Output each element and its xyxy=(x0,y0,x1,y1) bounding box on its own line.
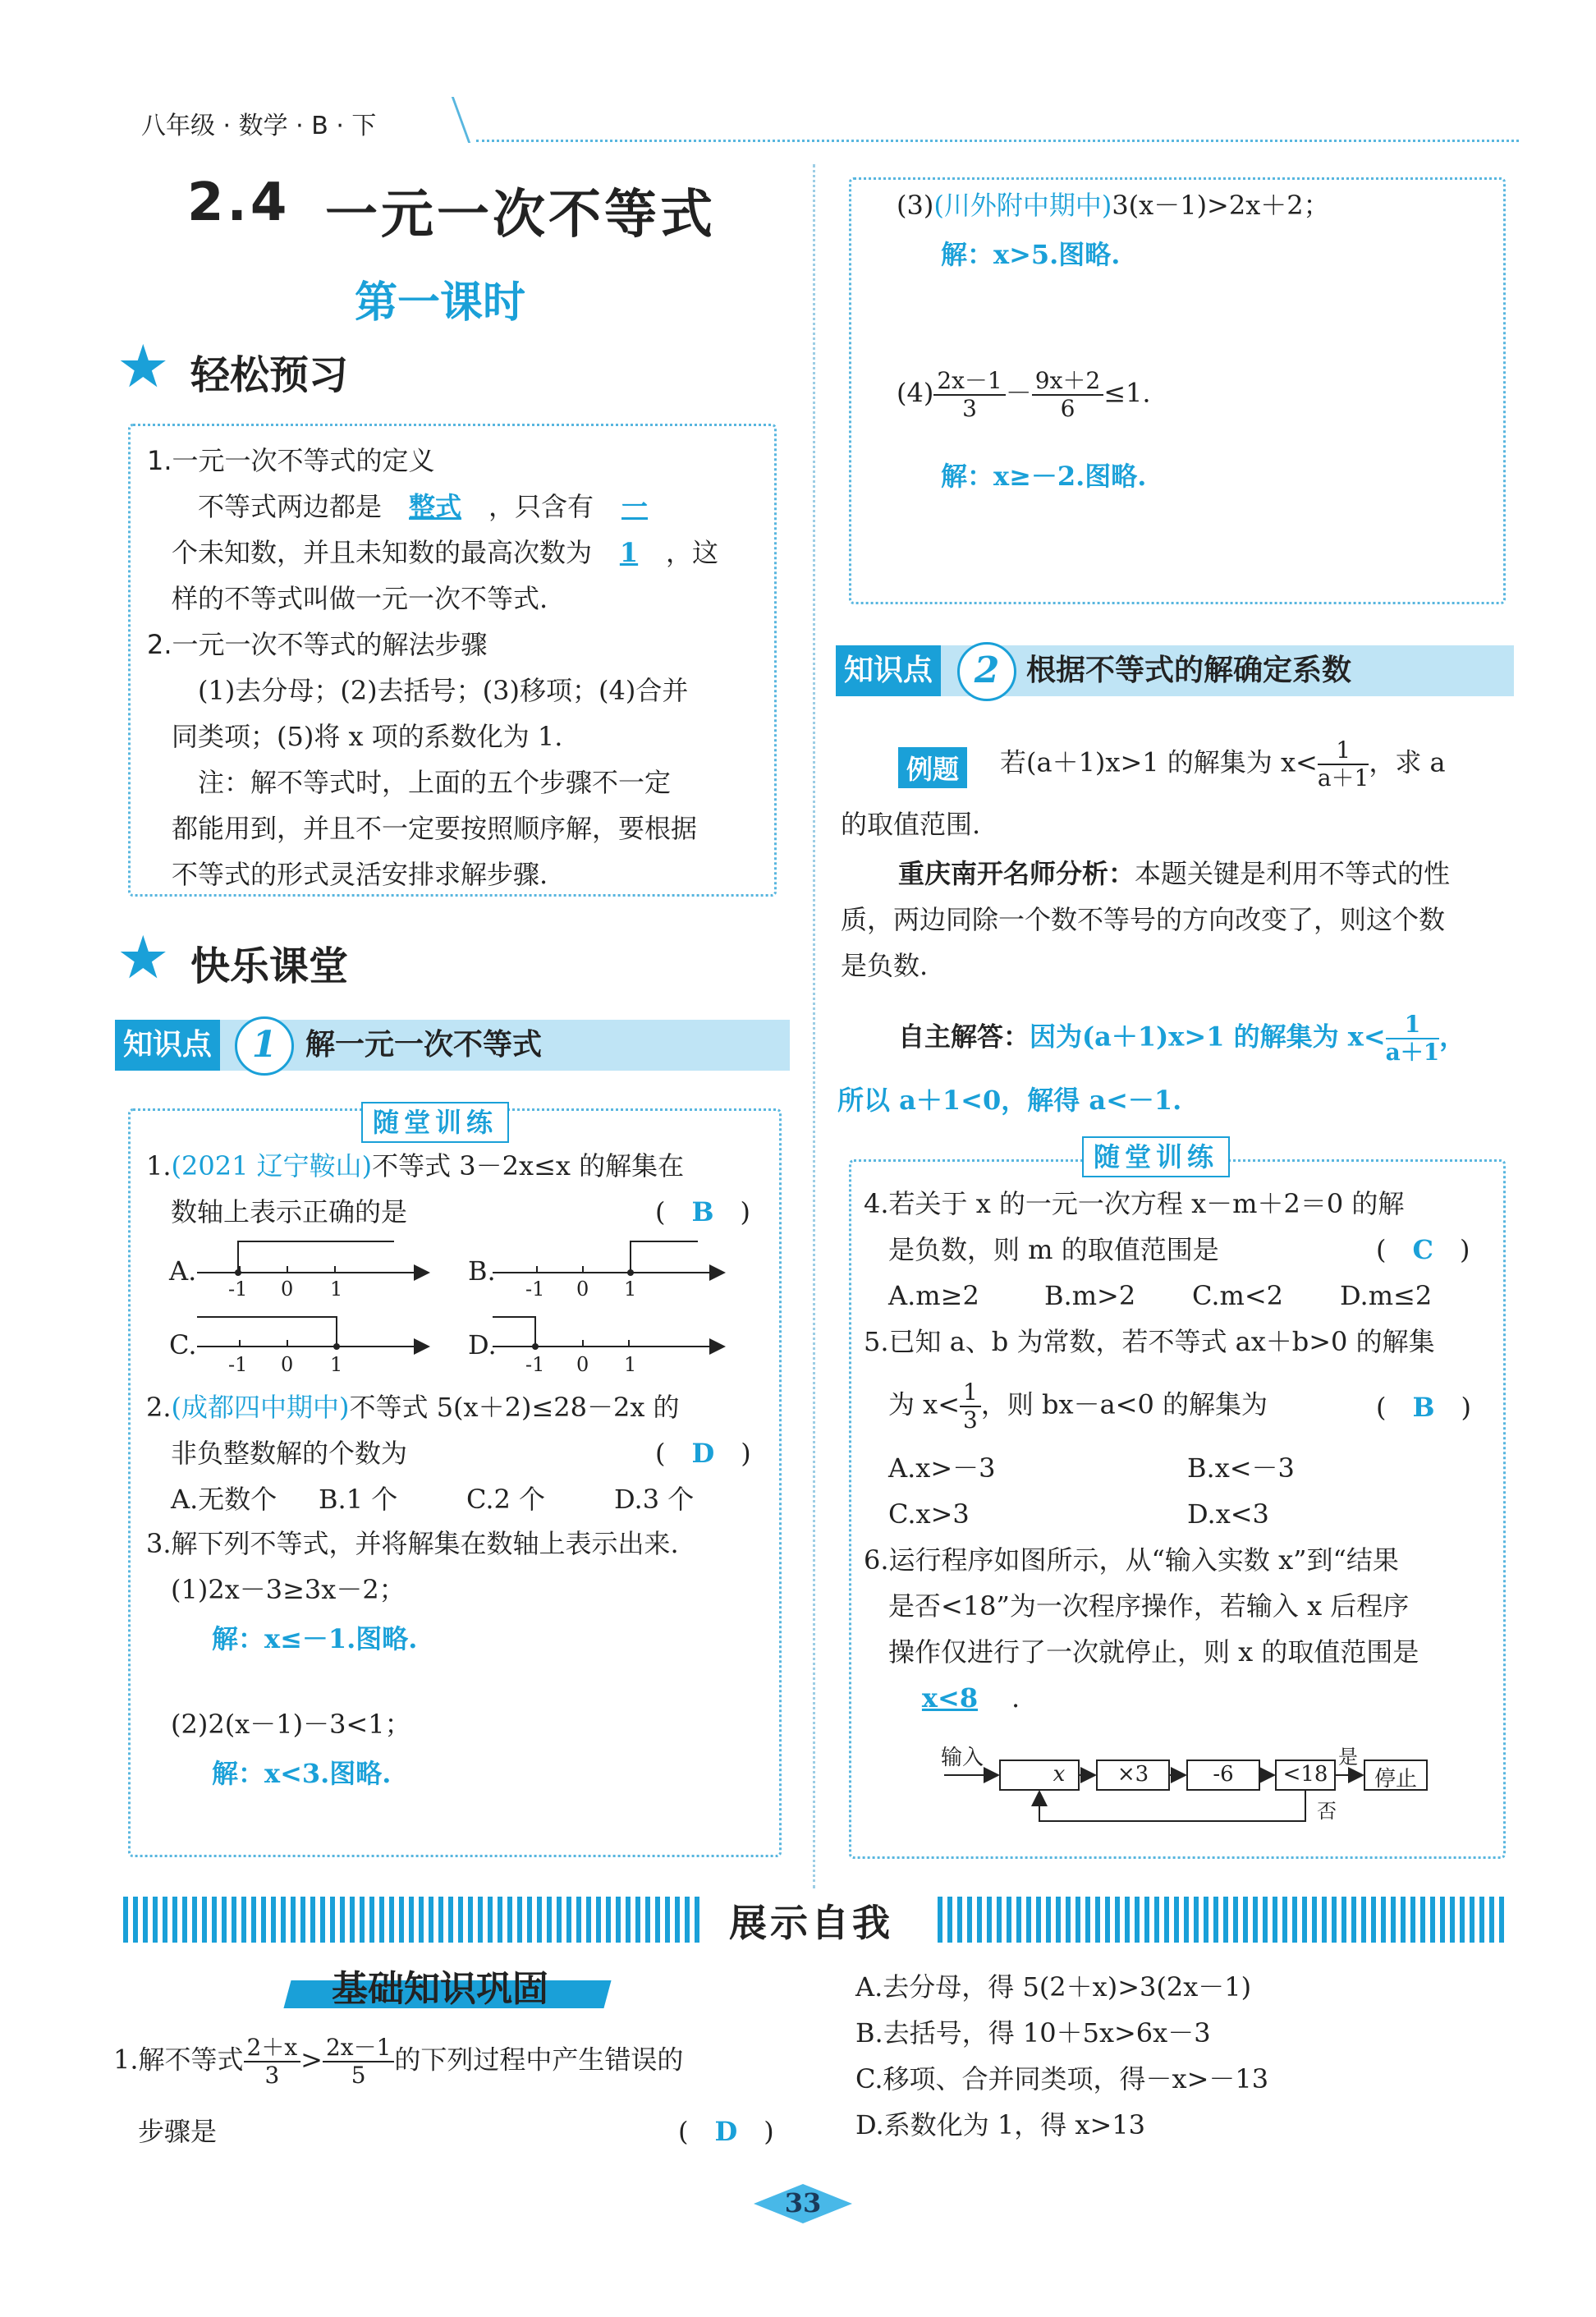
q4-text2: 是负数，则 m 的取值范围是 xyxy=(888,1234,1219,1265)
q3-part1: (1)2x－3≥3x－2； xyxy=(171,1574,406,1605)
self-end: ， xyxy=(1439,1021,1466,1053)
frac-den: 3 xyxy=(962,395,977,422)
q3-part4: (4) $\frac{2x-1}{3}$ － $\frac{9x+2}{6}$ ≤1. xyxy=(897,367,1151,422)
option-d-label: D. xyxy=(468,1329,497,1360)
final-option-c: C.移项、合并同类项，得－x>－13 xyxy=(855,2063,1269,2094)
q1: 1.(2021 辽宁鞍山)不等式 3－2x≤x 的解集在 数轴上表示正确的是 xyxy=(146,1150,685,1227)
analysis-text2: 质，两边同除一个数不等号的方向改变了，则这个数 xyxy=(841,904,1446,935)
q5-options xyxy=(888,1445,1479,1537)
course-header: 八年级 · 数学 · B · 下 xyxy=(141,112,377,140)
example-text1: 若(a＋1)x>1 的解集为 x< xyxy=(1000,746,1318,778)
analysis-line1 xyxy=(898,851,1450,897)
q4-option-b: B.m>2 xyxy=(1044,1280,1136,1311)
tick-label: -1 xyxy=(525,1353,545,1376)
frac-den: 6 xyxy=(1060,395,1075,422)
flow-yes: 是 xyxy=(1338,1746,1358,1769)
final-options xyxy=(855,1964,1504,2148)
q3-part4-num: (4) xyxy=(897,377,934,409)
star-icon: ★ xyxy=(117,332,170,401)
q3-part3-text: 3(x－1)>2x＋2； xyxy=(1112,190,1330,221)
q2-option-d: D.3 个 xyxy=(614,1484,695,1515)
q5-option-a: A.x>－3 xyxy=(888,1452,996,1484)
example-tag: 例题 xyxy=(898,747,967,788)
item1-c: 个未知数，并且未知数的最高次数为 xyxy=(172,537,593,568)
q5-text: 5.已知 a、b 为常数，若不等式 ax＋b>0 的解集 xyxy=(864,1326,1435,1357)
final-text-c: 步骤是 xyxy=(138,2116,218,2147)
tick-label: -1 xyxy=(228,1353,248,1376)
tick-label: 1 xyxy=(624,1278,637,1301)
q3-answer2: 解：x<3.图略. xyxy=(212,1758,392,1789)
self-text2: 所以 a＋1<0，解得 a<－1. xyxy=(837,1085,1182,1116)
note-c: 不等式的形式灵活安排求解步骤. xyxy=(172,859,548,890)
self-label: 自主解答： xyxy=(898,1021,1030,1053)
q4-answer-paren: ( C ) xyxy=(1376,1234,1470,1265)
item2-title: 2.一元一次不等式的解法步骤 xyxy=(147,629,488,660)
flow-mul: ×3 xyxy=(1117,1762,1149,1787)
blank-degree: 1 xyxy=(619,537,639,568)
banner-stripes-left xyxy=(123,1897,699,1943)
practice-label: 随堂训练 xyxy=(361,1102,509,1143)
blank-polynomial: 整式 xyxy=(409,491,462,522)
q2-option-c: C.2 个 xyxy=(466,1484,546,1515)
classroom-heading: 快乐课堂 xyxy=(190,943,349,989)
frac-num: 1 xyxy=(1318,737,1369,765)
analysis-text3: 是负数. xyxy=(841,950,929,981)
q3-answer4: 解：x≥－2.图略. xyxy=(941,461,1147,492)
q6-text2: 是否<18”为一次程序操作，若输入 x 后程序 xyxy=(888,1590,1410,1622)
frac-num: 2＋x xyxy=(244,2035,301,2062)
item1-b: ，只含有 xyxy=(488,491,594,522)
final-option-b: B.去括号，得 10＋5x>6x－3 xyxy=(855,2017,1211,2049)
frac-den: 3 xyxy=(264,2062,280,2089)
q4-option-c: C.m<2 xyxy=(1192,1280,1284,1311)
numberline-a xyxy=(197,1241,427,1276)
q2: 2.(成都四中期中)不等式 5(x＋2)≤28－2x 的 非负整数解的个数为 A.无数个 B.1 个 C.2 个 D.3 个 xyxy=(146,1384,770,1522)
frac-den: 3 xyxy=(963,1406,978,1434)
q3-text: 3.解下列不等式，并将解集在数轴上表示出来. xyxy=(146,1528,679,1559)
final-answer: D xyxy=(714,2116,738,2147)
final-question: 1.解不等式 $\frac{2+x}{3}$ > $\frac{2x-1}{5}$ 的下列过程中产生错误的 xyxy=(113,2034,684,2089)
q5-option-b: B.x<－3 xyxy=(1187,1452,1295,1484)
section-title: 一元一次不等式 xyxy=(325,185,716,245)
tick-label: 1 xyxy=(330,1278,343,1301)
q5-line2 xyxy=(888,1379,1268,1434)
numberline-d xyxy=(493,1317,722,1350)
flow-x: x xyxy=(1053,1762,1066,1787)
preview-heading: 轻松预习 xyxy=(190,352,349,398)
q1-text2: 数轴上表示正确的是 xyxy=(171,1196,408,1227)
item2-b: 同类项；(5)将 x 项的系数化为 1. xyxy=(172,721,563,752)
basic-heading: 基础知识巩固 xyxy=(332,1968,548,2010)
final-option-a: A.去分母，得 5(2＋x)>3(2x－1) xyxy=(855,1971,1252,2003)
final-text-a: 1.解不等式 xyxy=(113,2044,244,2076)
q3-part2: (2)2(x－1)－3<1； xyxy=(171,1709,411,1740)
tick-label: 1 xyxy=(330,1353,343,1376)
q2-option-a: A.无数个 xyxy=(171,1484,277,1515)
option-c-label: C. xyxy=(169,1329,197,1360)
tick-label: 0 xyxy=(576,1353,589,1376)
flow-stop: 停止 xyxy=(1374,1767,1417,1792)
flow-sub: -6 xyxy=(1213,1762,1234,1787)
q3-part4-rest: ≤1. xyxy=(1103,377,1151,409)
analysis-text1: 本题关键是利用不等式的性 xyxy=(1135,858,1451,889)
note-a: 注：解不等式时，上面的五个步骤不一定 xyxy=(198,767,672,798)
q3-answer1: 解：x≤－1.图略. xyxy=(212,1623,418,1654)
q5-text2a: 为 x< xyxy=(888,1388,961,1420)
kp1-tag: 知识点 xyxy=(115,1020,220,1071)
flow-cmp: <18 xyxy=(1282,1762,1328,1787)
q1-text: 不等式 3－2x≤x 的解集在 xyxy=(372,1150,685,1181)
frac-den: 5 xyxy=(351,2062,366,2089)
q2-text: 不等式 5(x＋2)≤28－2x 的 xyxy=(349,1392,680,1423)
frac-num: 9x＋2 xyxy=(1032,368,1103,396)
star-icon: ★ xyxy=(117,923,170,992)
header-rule xyxy=(476,140,1519,142)
q5-answer: B xyxy=(1412,1392,1435,1423)
q4-option-a: A.m≥2 xyxy=(888,1280,979,1311)
q1-source: (2021 辽宁鞍山) xyxy=(171,1150,373,1181)
column-divider xyxy=(813,164,815,1888)
tick-label: 1 xyxy=(624,1353,637,1376)
blank-one: 一 xyxy=(621,491,649,522)
final-option-d: D.系数化为 1，得 x>13 xyxy=(855,2109,1145,2140)
header-divider xyxy=(452,97,500,143)
kp1-number: 1 xyxy=(235,1016,294,1076)
q5-option-d: D.x<3 xyxy=(1187,1498,1269,1530)
banner-stripes-right xyxy=(938,1897,1504,1943)
self-text1: 因为(a＋1)x>1 的解集为 x< xyxy=(1030,1021,1386,1053)
practice-label: 随堂训练 xyxy=(1082,1136,1230,1177)
option-a-label: A. xyxy=(169,1255,197,1287)
q6-text: 6.运行程序如图所示，从“输入实数 x”到“结果 xyxy=(864,1544,1399,1576)
q1-answer-paren: ( B ) xyxy=(655,1196,751,1227)
preview-box xyxy=(128,424,777,897)
q1-answer: B xyxy=(691,1196,714,1227)
analysis-label: 重庆南开名师分析： xyxy=(898,858,1135,889)
q2-answer: D xyxy=(691,1438,715,1469)
frac-den: a＋1 xyxy=(1385,1039,1440,1066)
q4-text: 4.若关于 x 的一元一次方程 x－m＋2＝0 的解 xyxy=(864,1188,1405,1219)
note-b: 都能用到，并且不一定要按照顺序解，要根据 xyxy=(172,813,698,844)
q6-answer: x<8 xyxy=(921,1682,979,1714)
frac-num: 1 xyxy=(1386,1012,1440,1039)
final-answer-paren: ( D ) xyxy=(678,2116,774,2147)
q3-part3: (3)(川外附中期中)3(x－1)>2x＋2； xyxy=(897,190,1330,221)
item1-d: ，这 xyxy=(666,537,719,568)
q5-option-c: C.x>3 xyxy=(888,1498,970,1530)
item1-title: 1.一元一次不等式的定义 xyxy=(147,445,435,476)
q4-option-d: D.m≤2 xyxy=(1340,1280,1433,1311)
tick-label: -1 xyxy=(525,1278,545,1301)
example-line1 xyxy=(1000,737,1446,791)
kp2-number: 2 xyxy=(957,642,1016,701)
q4-answer: C xyxy=(1412,1234,1433,1265)
page-number: 33 xyxy=(784,2187,822,2218)
tick-label: -1 xyxy=(228,1278,248,1301)
flow-no: 否 xyxy=(1317,1800,1337,1823)
lesson-title: 第一课时 xyxy=(355,278,526,328)
item1-e: 样的不等式叫做一元一次不等式. xyxy=(172,583,548,614)
q6-text3: 操作仅进行了一次就停止，则 x 的取值范围是 xyxy=(888,1636,1419,1668)
tick-label: 0 xyxy=(576,1278,589,1301)
q2-source: (成都四中期中) xyxy=(171,1392,350,1423)
option-b-label: B. xyxy=(468,1255,496,1287)
show-heading: 展示自我 xyxy=(729,1901,893,1945)
q2-answer-paren: ( D ) xyxy=(655,1438,751,1469)
q3-part3-source: (川外附中期中) xyxy=(933,190,1112,221)
q5-text2b: ，则 bx－a<0 的解集为 xyxy=(980,1388,1268,1420)
frac-num: 1 xyxy=(960,1379,981,1407)
frac-num: 2x－1 xyxy=(933,368,1005,396)
final-text-b: 的下列过程中产生错误的 xyxy=(394,2044,684,2076)
kp2-title: 根据不等式的解确定系数 xyxy=(1026,654,1352,687)
tick-label: 0 xyxy=(281,1278,294,1301)
q4 xyxy=(864,1181,1496,1365)
tick-label: 0 xyxy=(281,1353,294,1376)
q3-answer3: 解：x>5.图略. xyxy=(941,239,1121,270)
q6: 6.运行程序如图所示，从“输入实数 x”到“结果 是否<18”为一次程序操作，若输入 x 后程序 操作仅进行了一次就停止，则 x 的取值范围是 x<8 . xyxy=(864,1537,1496,1721)
frac-den: a＋1 xyxy=(1317,764,1369,791)
frac-num: 2x－1 xyxy=(323,2035,394,2062)
numberline-b xyxy=(493,1241,722,1276)
self-answer-line1 xyxy=(898,1012,1465,1066)
item2-a: (1)去分母；(2)去括号；(3)移项；(4)合并 xyxy=(198,675,689,706)
section-number: 2.4 xyxy=(187,172,291,233)
example-text2: ，求 a xyxy=(1369,746,1446,778)
kp1-title: 解一元一次不等式 xyxy=(305,1028,543,1062)
q2-text2: 非负整数解的个数为 xyxy=(171,1438,408,1469)
numberline-c xyxy=(197,1317,427,1350)
q5-answer-paren: ( B ) xyxy=(1376,1392,1472,1423)
item1-a: 不等式两边都是 xyxy=(198,491,383,522)
kp2-tag: 知识点 xyxy=(836,645,941,696)
example-text3: 的取值范围. xyxy=(841,809,981,840)
flow-input-label: 输入 xyxy=(941,1746,984,1770)
q2-option-b: B.1 个 xyxy=(319,1484,398,1515)
